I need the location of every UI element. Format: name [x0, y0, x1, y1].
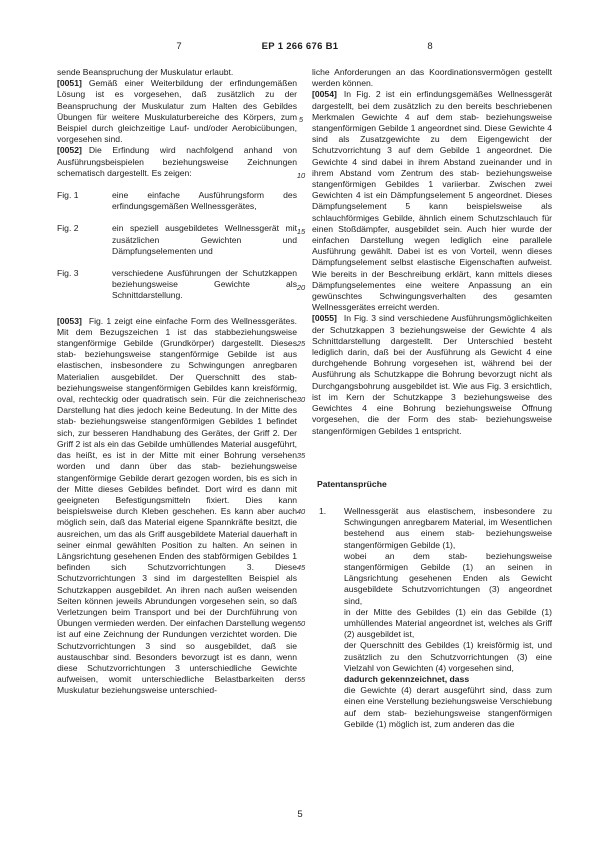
gutter-line-number: 5	[298, 115, 304, 124]
paragraph-0052-tag: [0052]	[57, 145, 82, 156]
claim-1	[312, 506, 552, 730]
paragraph-continuation: sende Beanspruchung der Muskulatur erlaubt.	[57, 67, 234, 77]
gutter-line-number: 45	[296, 563, 306, 572]
paragraph-0054	[312, 89, 552, 313]
gutter-line-number: 55	[296, 675, 306, 684]
left-text-column	[57, 67, 297, 697]
right-text-column	[312, 67, 552, 730]
gutter-line-number: 50	[296, 619, 306, 628]
figure-list-item	[57, 268, 297, 302]
paragraph-0052-text: Die Erfindung wird nachfolgend anhand von Ausführungsbeispielen beziehungsweise Zeichnungen schematisch dargestellt. Es zeigen:	[57, 145, 297, 178]
gutter-line-number: 15	[296, 227, 306, 236]
paragraph-0051-tag: [0051]	[57, 78, 82, 89]
paragraph-0051	[57, 78, 297, 145]
paragraph-0053	[57, 316, 297, 697]
gutter-line-number: 10	[296, 171, 306, 180]
gutter-line-number: 30	[296, 395, 306, 404]
paragraph-0053-tag: [0053]	[57, 315, 82, 326]
figure-2-label: Fig. 2	[57, 223, 79, 234]
header-left-page-number: 7	[176, 41, 182, 52]
gutter-line-number: 40	[296, 507, 306, 516]
figure-1-description: eine einfache Ausführungsform des erfindungsgemäßen Wellnessgerätes,	[112, 190, 297, 212]
paragraph-0052	[57, 145, 297, 179]
paragraph-0055-text: In Fig. 3 sind verschiedene Ausführungsmöglichkeiten der Schutzkappen 3 beziehungsweise der Gewichte 4 als Schnittdarstellung dargestellt. Der Unterschied besteht lediglich darin, daß bei der Ausführung als Gewicht 4 eine durchgehende Bohrung vorgesehen ist, während bei der Ausführung als Schutzkappe die Bohrung bevorzugt nicht als Durchgangsbohrung ausgebildet ist. Wie aus Fig. 3 ersichtlich, ist im Kern der Schutzkappe 3 beziehungsweise des Gewichtes 4 eine Bohrung beziehungsweise Öffnung vorgesehen, die der Form des stab- beziehungsweise stangenförmigen Gebildes 1 entspricht.	[312, 313, 552, 436]
figure-1-label: Fig. 1	[57, 190, 79, 201]
header-right-page-number: 8	[427, 41, 433, 52]
footer-page-number: 5	[297, 809, 303, 820]
header-document-number: EP 1 266 676 B1	[261, 41, 339, 52]
paragraph-0054-text: In Fig. 2 ist ein erfindungsgemäßes Wellnessgerät dargestellt, bei dem zusätzlich zu den bereits beschriebenen Merkmalen Gewichte 4 auf dem stab- beziehungsweise stangenförmigen Gebilde 1 angeordnet sind. Diese Gewichte 4 sind als Zusatzgewichte zu dem Eigengewicht der Schutzvorrichtung 3 auf dem Gebilde 1 angeordnet. Die Gewichte 4 sind dabei in ihrem Abstand zueinander und in ihrem Abstand vom Zentrum des stab- beziehungsweise stangenförmigen Gebildes 1 variierbar. Zwischen zwei Gewichten 4 ist ein Dämpfungselement 5 angeordnet. Dieses Dämpfungselement 5 kann beispielsweise als schlauchförmiges Gebilde, ähnlich einem Schutzschlauch für einen Stoßdämpfer, ausgebildet sein. Auch hier wurde der einfachen Darstellung wegen lediglich eine parallele Ausführung gewählt. Dabei ist es von Vorteil, wenn dieses Dämpfungselement selbst elastische Eigenschaften aufweist. Wie bereits in der Beschreibung erklärt, kann mittels dieses Dämpfungselementes eine weitere Anpassung an ein gewünschtes Schwingungsverhalten des gesamten Wellnessgerätes erreicht werden.	[312, 89, 552, 313]
figure-2-description: ein speziell ausgebildetes Wellnessgerät mit zusätzlichen Gewichten und Dämpfungselementen und	[112, 223, 297, 256]
figure-list-item	[57, 190, 297, 212]
paragraph-0055-tag: [0055]	[312, 313, 337, 324]
paragraph-0055	[312, 313, 552, 436]
page-header	[0, 41, 600, 55]
claim-1-characterizing-clause: dadurch gekennzeichnet, dass	[344, 673, 470, 684]
paragraph-continuation: liche Anforderungen an das Koordinationsvermögen gestellt werden können.	[312, 67, 552, 89]
figure-list-item	[57, 223, 297, 257]
claims-heading: Patentansprüche	[317, 478, 387, 489]
claim-1-body	[344, 506, 552, 730]
figure-3-label: Fig. 3	[57, 268, 79, 279]
gutter-line-number: 25	[296, 339, 306, 348]
claim-1-part: Wellnessgerät aus elastischem, insbesondere zu Schwingungen anregbarem Material, im Wesentlichen bestehend aus einem stab- beziehungsweise stangenförmigen Gebilde (1),	[344, 505, 552, 550]
claim-1-number: 1.	[319, 505, 327, 516]
claim-1-part: wobei an dem stab- beziehungsweise stangenförmigen Gebilde (1) an seinen in Längsrichtung gesehenen Enden als Gewicht ausgebildete Schutzvorrichtungen (3) angeordnet sind,	[344, 550, 552, 606]
claim-1-part: die Gewichte (4) derart ausgeführt sind, dass zum einen eine Verstellung beziehungsweise Verschiebung auf dem stab- beziehungsweise stangenförmigen Gebilde (1) möglich ist, zum anderen das die	[344, 685, 552, 729]
gutter-line-number: 20	[296, 283, 306, 292]
paragraph-0053-text: Fig. 1 zeigt eine einfache Form des Wellnessgerätes. Mit dem Bezugszeichen 1 ist das stabbeziehungsweise stangenförmige Gebilde (Grundkörper) dargestellt. Dieses stab- beziehungsweise stangenförmige Gebilde ist aus elastischen, insbesondere zu Schwingungen anregbaren Materialien ausgebildet. Der Querschnitt des stab- beziehungsweise stangenförmigen Gebildes kann kreisförmig, oval, rechteckig oder quadratisch sein. Für die zeichnerische Darstellung hat dies jedoch keine Bedeutung. In der Mitte des stab- beziehungsweise stangenförmigen Gebildes 1 befindet sich, zur besseren Handhabung des Gerätes, der Griff 2. Der Griff 2 ist als ein das Gebilde umhüllendes Material ausgeführt, das heißt, es ist in der Mitte mit einer Bohrung versehen worden und dann über das stab- beziehungsweise stangenförmige Gebilde derart gezogen worden, bis es sich in der Mitte dieses Gebildes befindet. Dort wird es dann mit geeigneten Befestigungsmitteln fixiert. Dies kann beispielsweise durch Kleben geschehen. Es kann aber auch möglich sein, daß das Material eigene Spannkräfte besitzt, die ausreichen, um das als Griff ausgebildete Material dauerhaft in seiner einmal gewählten Position zu halten. An seinen in Längsrichtung gesehenen Enden des stabförmigen Gebildes 1 befinden sich Schutzvorrichtungen 3. Diese Schutzvorrichtungen 3 sind im dargestellten Beispiel als Schutzkappen ausgebildet. An ihren nach außen weisenden Seiten können jeweils Abrundungen vorgesehen sein, so daß Verletzungen beim Transport und bei der Durchführung von Übungen vermieden werden. Der einfachen Darstellung wegen ist auf eine Zeichnung der Rundungen verzichtet worden. Die Schutzvorrichtungen 3 sind so ausgebildet, daß sie austauschbar sind. Besonders bevorzugt ist es dann, wenn diese Schutzvorrichtungen 3 unterschiedliche Gewichte aufweisen, womit unterschiedliche Belastbarkeiten der Muskulatur beziehungsweise unterschied-	[57, 315, 297, 696]
claim-1-part: in der Mitte des Gebildes (1) ein das Gebilde (1) umhüllendes Material angeordnet ist, welches als Griff (2) ausgebildet ist,	[344, 606, 552, 640]
claim-1-part: der Querschnitt des Gebildes (1) kreisförmig ist, und zusätzlich zu den Schutzvorrichtungen (3) eine Vielzahl von Gewichten (4) vorgesehen sind,	[344, 640, 552, 673]
figure-3-description: verschiedene Ausführungen der Schutzkappen beziehungsweise Gewichte als Schnittdarstellung.	[112, 268, 297, 301]
paragraph-0054-tag: [0054]	[312, 89, 337, 100]
paragraph-0051-text: Gemäß einer Weiterbildung der erfindungemäßen Lösung ist es vorgesehen, daß zusätzlich zu der Beanspruchung der Muskulatur zum Halten des Gebildes Übungen für weitere Muskulaturbereiche des Körpers, zum Beispiel durch gleichzeitige Lauf- und/oder Aerobicübungen, vorgesehen sind.	[57, 78, 297, 145]
page-footer	[0, 809, 600, 820]
gutter-line-number: 35	[296, 451, 306, 460]
